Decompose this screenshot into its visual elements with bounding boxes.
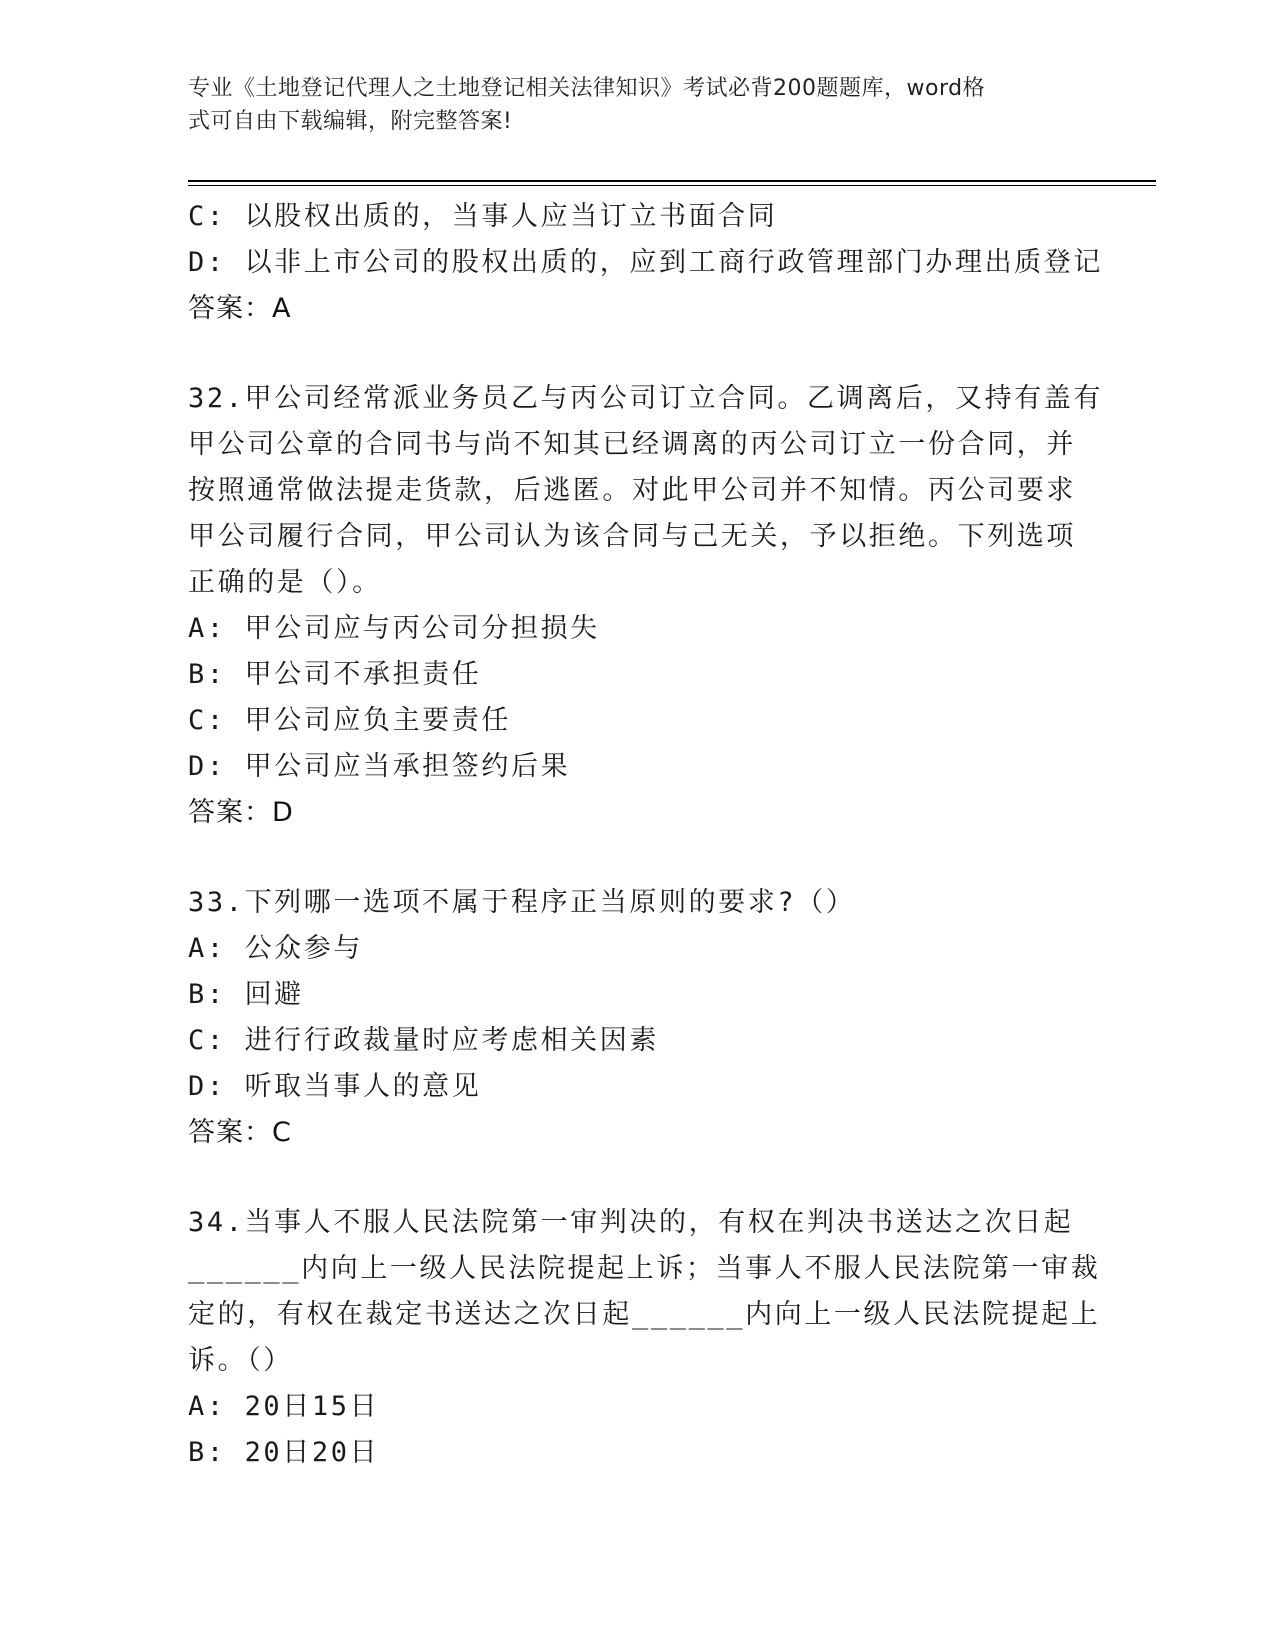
- option-d: D: 听取当事人的意见: [188, 1071, 482, 1102]
- option-d: D: 以非上市公司的股权出质的，应到工商行政管理部门办理出质登记: [188, 247, 1103, 278]
- question-text-line: 诉。（）: [188, 1345, 293, 1376]
- answer-label: 答案：D: [188, 797, 294, 828]
- question-32: [188, 376, 1103, 836]
- question-33: [188, 880, 1088, 1156]
- header-rule-thin: [188, 185, 1156, 186]
- question-text-line: 32.甲公司经常派业务员乙与丙公司订立合同。乙调离后，又持有盖有: [188, 383, 1103, 414]
- header-rule-thick: [188, 180, 1156, 182]
- question-31: [188, 194, 1103, 332]
- option-a: A: 甲公司应与丙公司分担损失: [188, 613, 600, 644]
- option-b: B: 20日20日: [188, 1437, 380, 1468]
- question-text-line: 甲公司履行合同，甲公司认为该合同与己无关，予以拒绝。下列选项: [188, 521, 1076, 552]
- option-a: A: 20日15日: [188, 1391, 380, 1422]
- question-text-line: 甲公司公章的合同书与尚不知其已经调离的丙公司订立一份合同，并: [188, 429, 1076, 460]
- question-text-line: ______内向上一级人民法院提起上诉；当事人不服人民法院第一审裁: [188, 1253, 1101, 1284]
- option-c: C: 甲公司应负主要责任: [188, 705, 511, 736]
- header-line-1: 专业《土地登记代理人之土地登记相关法律知识》考试必背200题题库，word格: [188, 76, 986, 101]
- option-c: C: 以股权出质的，当事人应当订立书面合同: [188, 201, 778, 232]
- option-b: B: 回避: [188, 979, 304, 1010]
- question-text-line: 正确的是（）。: [188, 567, 382, 598]
- header-line-2: 式可自由下载编辑，附完整答案!: [188, 109, 513, 134]
- question-text-line: 34.当事人不服人民法院第一审判决的，有权在判决书送达之次日起: [188, 1207, 1074, 1238]
- question-text-line: 按照通常做法提走货款，后逃匿。对此甲公司并不知情。丙公司要求: [188, 475, 1076, 506]
- question-34: [188, 1200, 1101, 1476]
- option-c: C: 进行行政裁量时应考虑相关因素: [188, 1025, 659, 1056]
- option-a: A: 公众参与: [188, 933, 363, 964]
- question-text-line: 定的，有权在裁定书送达之次日起______内向上一级人民法院提起上: [188, 1299, 1101, 1330]
- answer-label: 答案：C: [188, 1117, 292, 1148]
- question-text-line: 33.下列哪一选项不属于程序正当原则的要求?（）: [188, 887, 856, 918]
- question-list: [188, 194, 1103, 1476]
- option-d: D: 甲公司应当承担签约后果: [188, 751, 571, 782]
- answer-label: 答案：A: [188, 293, 292, 324]
- option-b: B: 甲公司不承担责任: [188, 659, 482, 690]
- document-header: [188, 72, 1068, 138]
